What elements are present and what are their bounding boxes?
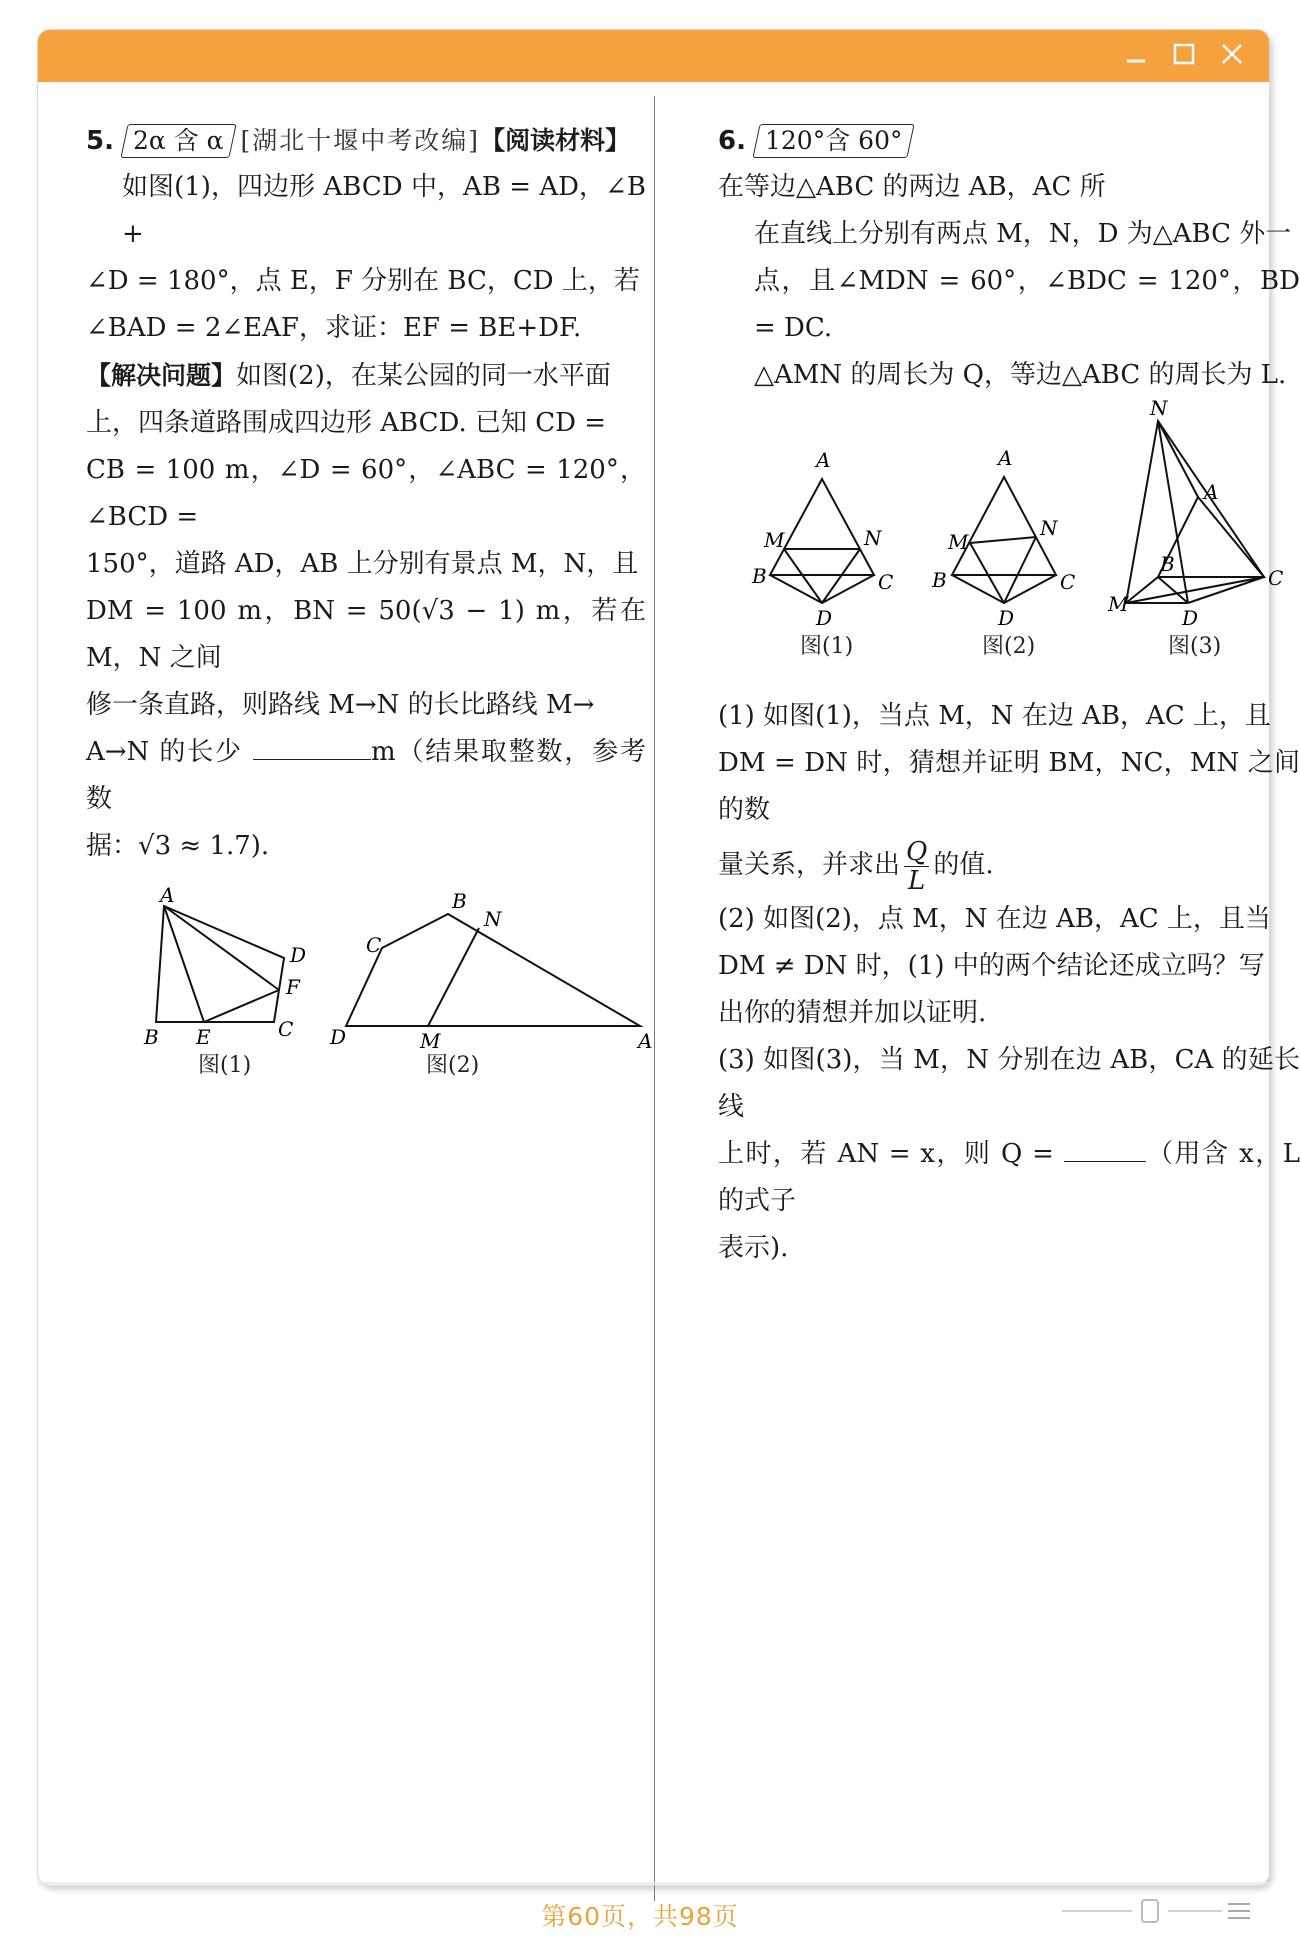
q6-intro-first: 在等边△ABC 的两边 AB，AC 所 [718, 172, 1106, 202]
q5-header [86, 118, 646, 164]
q6-part2-line: (2) 如图(2)，点 M，N 在边 AB，AC 上，且当 [718, 904, 1271, 934]
q6-part2-line: DM ≠ DN 时，(1) 中的两个结论还成立吗？写 [718, 951, 1265, 981]
fig-label: F [286, 975, 300, 999]
fig-label: B [144, 1025, 159, 1049]
q6-figure-3 [1107, 396, 1283, 659]
q5-solve-label: 【解决问题】 [86, 361, 237, 390]
fig-label: N [864, 526, 882, 550]
fig-label: D [1182, 606, 1199, 630]
fig-label: C [366, 933, 382, 957]
q5-fig2-caption: 图(2) [426, 1053, 480, 1078]
fig-label: D [330, 1025, 347, 1049]
q6-header [718, 118, 1300, 211]
q6-fig2-caption: 图(2) [982, 634, 1036, 659]
close-button[interactable] [1219, 41, 1245, 67]
q6-part1-line: DM = DN 时，猜想并证明 BM，NC，MN 之间的数 [718, 748, 1300, 825]
q6-part3-line: (3) 如图(3)，当 M，N 分别在边 AB，CA 的延长线 [718, 1045, 1300, 1122]
maximize-button[interactable] [1171, 41, 1197, 67]
q6-intro-line: △AMN 的周长为 Q，等边△ABC 的周长为 L. [754, 360, 1287, 390]
q5-reading-label: 【阅读材料】 [480, 126, 631, 155]
q6-part1-post: 的值. [933, 850, 994, 880]
fig-label: M [1108, 592, 1129, 616]
fig-label: C [1060, 570, 1076, 594]
fig-label: C [878, 570, 894, 594]
q6-intro-line: 在直线上分别有两点 M，N，D 为△ABC 外一 [754, 219, 1292, 249]
fig-label: M [948, 530, 969, 554]
q5-number: 5. [86, 126, 114, 156]
page-bottom-shade [38, 1882, 1269, 1888]
fig-label: C [1268, 566, 1284, 590]
fig-label: N [1040, 516, 1058, 540]
q5-figure-1 [143, 883, 306, 1078]
q5-solve-line: DM = 100 m，BN = 50(√3 − 1) m，若在 M，N 之间 [86, 596, 646, 673]
q6-part1-line: (1) 如图(1)，当点 M，N 在边 AB，AC 上，且 [718, 701, 1271, 731]
minimize-icon [1125, 43, 1147, 65]
q5-figures [86, 880, 653, 1080]
q5-solve-first: 如图(2)，在某公园的同一水平面 [236, 361, 611, 391]
q6-number: 6. [718, 126, 746, 156]
fig-label: D [290, 943, 307, 967]
document-page [38, 30, 1300, 1885]
q-over-l-fraction: $\frac{Q}{L}$ [906, 836, 928, 896]
title-bar [38, 30, 1269, 82]
q6-intro-line: 点，且∠MDN = 60°，∠BDC = 120°，BD = DC. [754, 266, 1300, 343]
q6-fig3-caption: 图(3) [1168, 634, 1222, 659]
fig-label: A [998, 446, 1013, 470]
q6-part3-line: 上时，若 AN = x，则 Q = [718, 1139, 1054, 1169]
q5-fig1-caption: 图(1) [198, 1053, 252, 1078]
close-icon [1221, 43, 1243, 65]
q5-answer-blank [253, 733, 371, 760]
fig-label: N [484, 907, 502, 931]
fig-label: N [1150, 396, 1168, 420]
question-5 [86, 118, 653, 1084]
q5-reading-line: ∠D = 180°，点 E，F 分别在 BC，CD 上，若 [86, 266, 640, 296]
page-indicator: 第60页，共98页 [541, 1902, 739, 1931]
q5-reading-line: 如图(1)，四边形 ABCD 中，AB = AD，∠B + [122, 172, 646, 249]
fig-label: E [196, 1025, 211, 1049]
q6-part3-tail: （用含 x，L 的式子 [718, 1139, 1300, 1216]
fig-label: B [932, 568, 947, 592]
q6-part1-pre: 量关系，并求出 [718, 850, 901, 880]
q5-solve-line: A→N 的长少 [86, 737, 243, 767]
question-6 [718, 118, 1300, 1272]
q5-tag: 2α 含 α [120, 124, 236, 158]
q6-figure-1 [751, 448, 893, 659]
fig-label: B [1160, 552, 1175, 576]
fig-label: A [160, 883, 175, 907]
q6-fig1-caption: 图(1) [800, 634, 854, 659]
fig-label: M [764, 528, 785, 552]
q6-tag: 120°含 60° [752, 124, 915, 158]
q5-solve-line: 修一条直路，则路线 M→N 的长比路线 M→ [86, 690, 595, 720]
q5-solve-line: 上，四条道路围成四边形 ABCD. 已知 CD = [86, 408, 607, 438]
window-controls [1123, 41, 1245, 67]
q5-solve-tail: m（结果取整数，参考数 [86, 737, 647, 814]
fig-label: B [452, 889, 467, 913]
q6-part3-end: 表示). [718, 1233, 789, 1263]
q6-figures [718, 396, 1298, 689]
q5-solve-end: 据：√3 ≈ 1.7). [86, 831, 270, 861]
fig-label: B [752, 564, 767, 588]
fig-label: D [816, 606, 833, 630]
maximize-icon [1173, 43, 1195, 65]
q6-answer-blank [1064, 1135, 1146, 1162]
fig-label: C [278, 1017, 294, 1041]
fig-label: D [998, 606, 1015, 630]
q5-reading-line: ∠BAD = 2∠EAF，求证：EF = BE+DF. [86, 313, 582, 343]
q5-solve-line: 150°，道路 AD，AB 上分别有景点 M，N，且 [86, 549, 639, 579]
q5-figure-2 [329, 889, 652, 1078]
fig-label: A [1204, 480, 1219, 504]
fig-label: A [816, 448, 831, 472]
fig-label: M [420, 1029, 441, 1053]
minimize-button[interactable] [1123, 41, 1149, 67]
scroll-handle-icon[interactable] [1062, 1898, 1252, 1924]
q6-part2-line: 出你的猜想并加以证明. [718, 998, 987, 1028]
fig-label: A [638, 1029, 653, 1053]
column-divider [654, 96, 655, 1901]
q5-solve-line: CB = 100 m，∠D = 60°，∠ABC = 120°，∠BCD = [86, 455, 646, 532]
q5-source: [湖北十堰中考改编] [240, 126, 481, 155]
q6-figure-2 [931, 446, 1075, 659]
